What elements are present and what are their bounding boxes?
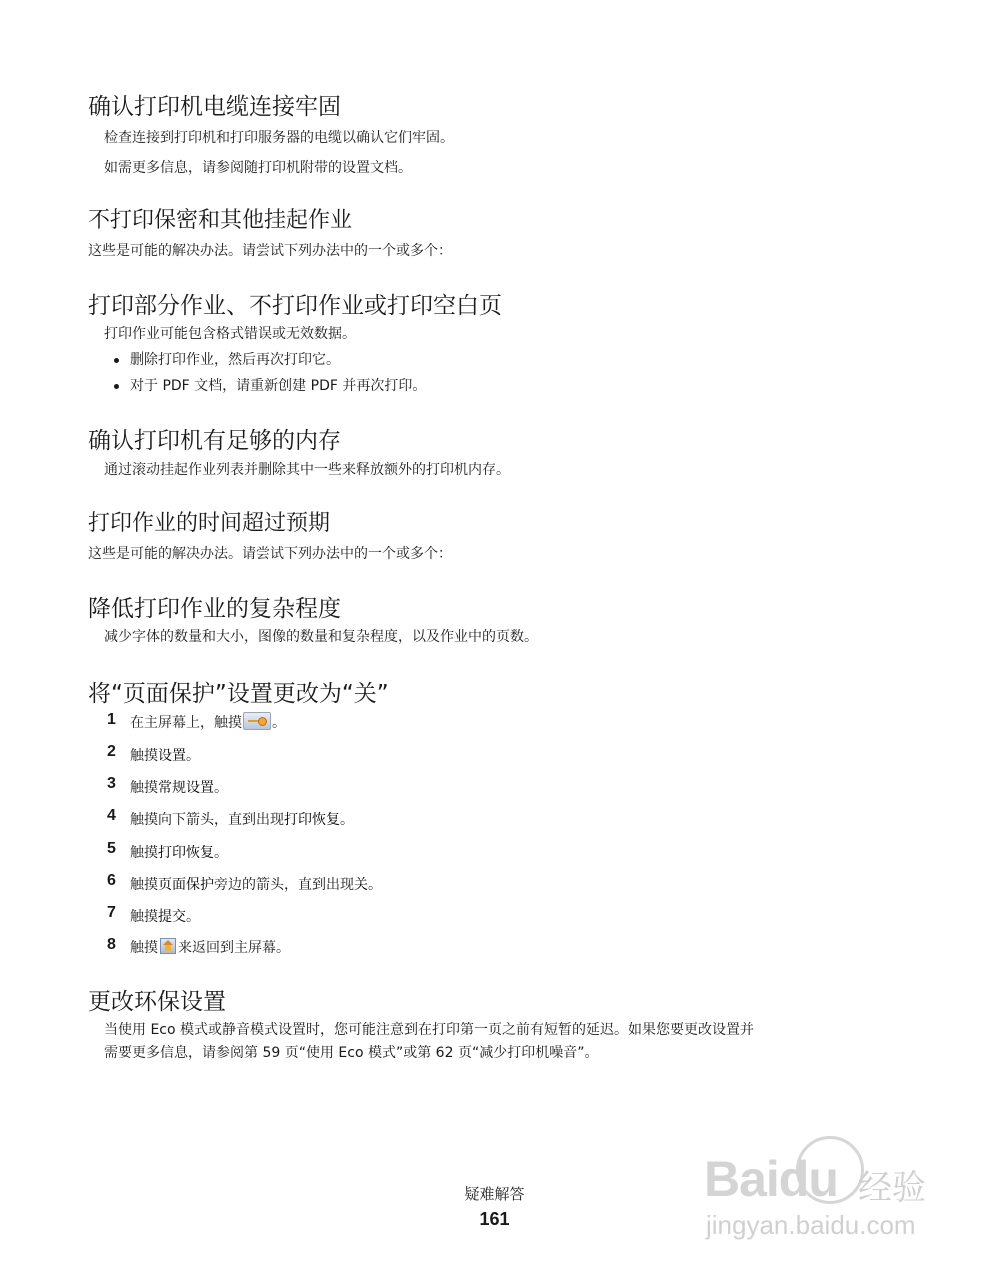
para-eco-line2: 需要更多信息，请参阅第 59 页“使用 Eco 模式”或第 62 页“减少打印机噪音”。 (104, 1045, 599, 1061)
step-number: 7 (107, 904, 116, 921)
heading-memory: 确认打印机有足够的内存 (88, 428, 341, 454)
step-7: 触摸提交。 (130, 909, 200, 925)
step-number: 4 (107, 807, 116, 824)
bullet-dot (114, 358, 119, 363)
para-cable-check: 检查连接到打印机和打印服务器的电缆以确认它们牢固。 (104, 130, 454, 146)
step-number: 1 (107, 711, 116, 728)
step-number: 2 (107, 743, 116, 760)
watermark-cn: 经验 (858, 1168, 926, 1208)
bullet-dot (114, 384, 119, 389)
heading-cable: 确认打印机电缆连接牢固 (88, 94, 341, 120)
para-memory: 通过滚动挂起作业列表并删除其中一些来释放额外的打印机内存。 (104, 462, 510, 478)
footer-section-label: 疑难解答 (464, 1185, 525, 1203)
heading-time-exceeds: 打印作业的时间超过预期 (88, 511, 331, 536)
step-number: 8 (107, 936, 116, 953)
heading-held-jobs: 不打印保密和其他挂起作业 (88, 208, 353, 233)
bullet-pdf: 对于 PDF 文档，请重新创建 PDF 并再次打印。 (130, 378, 427, 394)
para-cable-more: 如需更多信息，请参阅随打印机附带的设置文档。 (104, 160, 412, 176)
step-4: 触摸向下箭头，直到出现打印恢复。 (130, 812, 354, 828)
para-partial-print: 打印作业可能包含格式错误或无效数据。 (104, 326, 356, 342)
watermark (700, 1130, 950, 1250)
step-1: 在主屏幕上，触摸 。 (130, 712, 286, 732)
heading-eco-settings: 更改环保设置 (88, 989, 226, 1015)
step-number: 3 (107, 775, 116, 792)
home-icon (160, 938, 176, 954)
watermark-url: jingyan.baidu.com (706, 1210, 916, 1240)
step-8: 触摸 来返回到主屏幕。 (130, 940, 290, 956)
step-3: 触摸常规设置。 (130, 780, 228, 796)
heading-partial-print: 打印部分作业、不打印作业或打印空白页 (88, 293, 502, 319)
para-held-jobs: 这些是可能的解决办法。请尝试下列办法中的一个或多个： (88, 243, 452, 259)
step-2: 触摸设置。 (130, 748, 200, 764)
settings-icon (243, 712, 271, 730)
bullet-delete-job: 删除打印作业，然后再次打印它。 (130, 352, 340, 368)
para-eco-line1: 当使用 Eco 模式或静音模式设置时，您可能注意到在打印第一页之前有短暂的延迟。如果您要更改设置并 (104, 1022, 755, 1038)
para-time-exceeds: 这些是可能的解决办法。请尝试下列办法中的一个或多个： (88, 546, 452, 562)
step-5: 触摸打印恢复。 (130, 845, 228, 861)
para-reduce-complexity: 减少字体的数量和大小，图像的数量和复杂程度，以及作业中的页数。 (104, 629, 538, 645)
step-6: 触摸页面保护旁边的箭头，直到出现关。 (130, 877, 382, 893)
heading-page-protect: 将“页面保护”设置更改为“关” (88, 681, 389, 707)
heading-reduce-complexity: 降低打印作业的复杂程度 (88, 596, 341, 622)
step-number: 6 (107, 872, 116, 889)
page-number: 161 (479, 1209, 510, 1229)
step-number: 5 (107, 840, 116, 857)
watermark-logo: Baidu (704, 1151, 838, 1207)
